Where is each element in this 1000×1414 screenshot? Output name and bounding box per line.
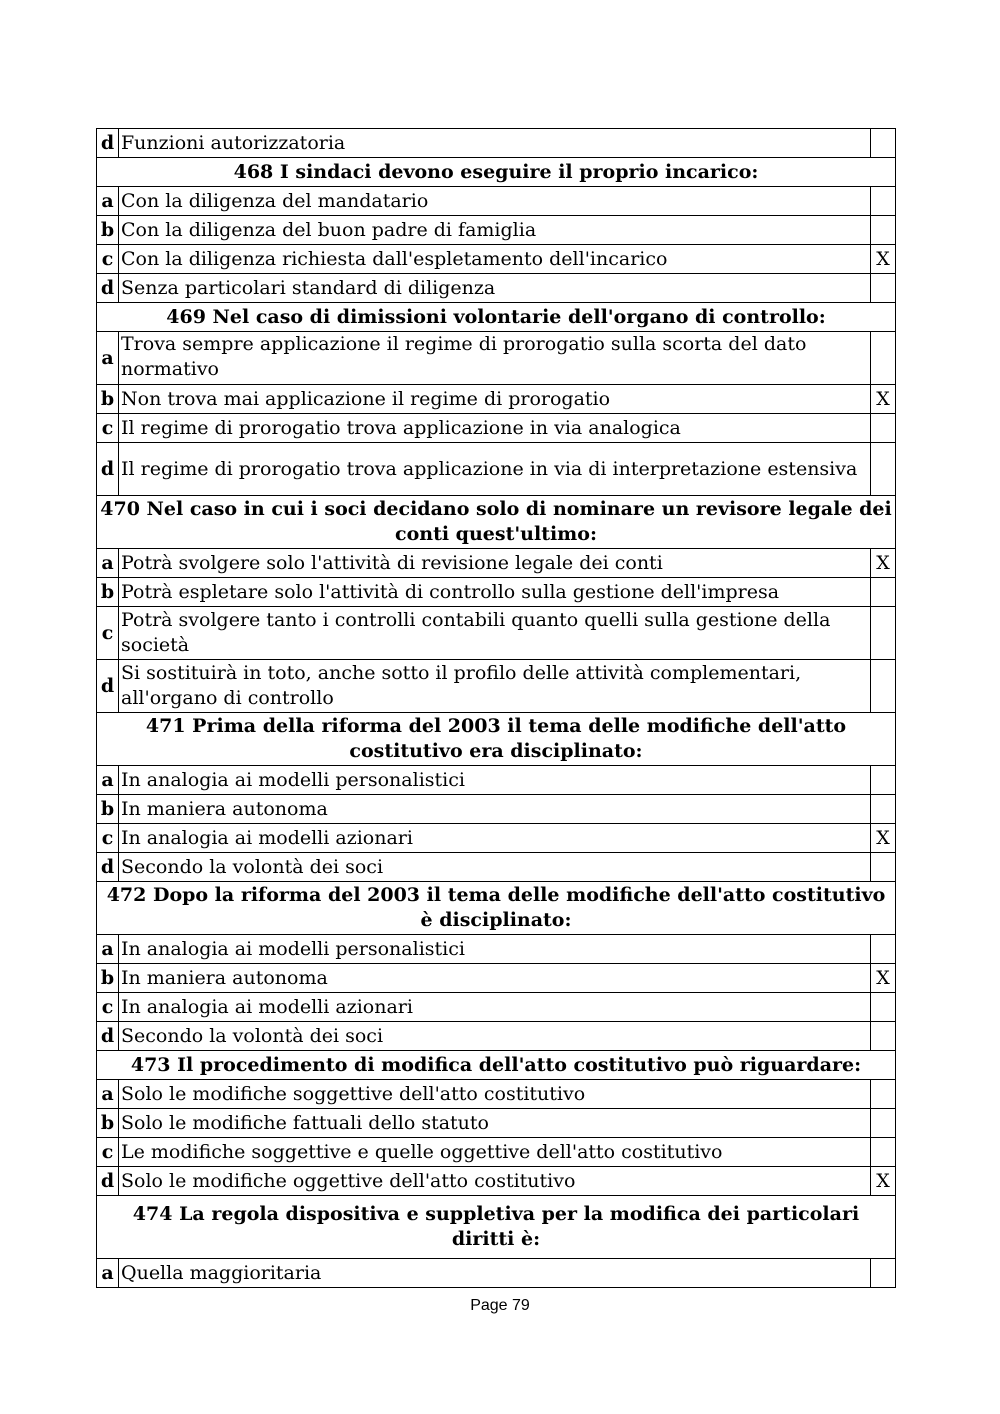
- question-text: 468 I sindaci devono eseguire il proprio incarico:: [97, 158, 896, 187]
- option-letter: b: [97, 964, 119, 993]
- option-letter: d: [97, 443, 119, 496]
- correct-mark: [871, 993, 896, 1022]
- answer-text: Solo le modifiche fattuali dello statuto: [119, 1109, 871, 1138]
- quiz-table: [96, 128, 896, 1288]
- answer-row: [97, 993, 896, 1022]
- option-letter: d: [97, 1167, 119, 1196]
- correct-mark: [871, 274, 896, 303]
- option-letter: b: [97, 795, 119, 824]
- correct-mark: [871, 1022, 896, 1051]
- option-letter: d: [97, 660, 119, 713]
- answer-text: In analogia ai modelli personalistici: [119, 935, 871, 964]
- answer-row: [97, 1080, 896, 1109]
- correct-mark: [871, 129, 896, 158]
- answer-text: Il regime di prorogatio trova applicazione in via analogica: [119, 414, 871, 443]
- answer-text: Potrà svolgere solo l'attività di revisione legale dei conti: [119, 549, 871, 578]
- correct-mark: [871, 853, 896, 882]
- option-letter: c: [97, 1138, 119, 1167]
- question-row: [97, 303, 896, 332]
- correct-mark: X: [871, 549, 896, 578]
- correct-mark: [871, 1080, 896, 1109]
- question-row: [97, 496, 896, 549]
- question-text: 469 Nel caso di dimissioni volontarie dell'organo di controllo:: [97, 303, 896, 332]
- option-letter: c: [97, 607, 119, 660]
- answer-text: Le modifiche soggettive e quelle oggettive dell'atto costitutivo: [119, 1138, 871, 1167]
- answer-text: Con la diligenza del buon padre di famiglia: [119, 216, 871, 245]
- question-text: 472 Dopo la riforma del 2003 il tema delle modifiche dell'atto costitutivo è disciplinato:: [97, 882, 896, 935]
- correct-mark: [871, 935, 896, 964]
- answer-row: [97, 216, 896, 245]
- correct-mark: [871, 795, 896, 824]
- answer-row: [97, 1138, 896, 1167]
- question-row: [97, 1196, 896, 1259]
- answer-row: [97, 187, 896, 216]
- answer-text: Solo le modifiche oggettive dell'atto costitutivo: [119, 1167, 871, 1196]
- answer-text: Secondo la volontà dei soci: [119, 1022, 871, 1051]
- answer-row: [97, 245, 896, 274]
- option-letter: a: [97, 187, 119, 216]
- correct-mark: X: [871, 1167, 896, 1196]
- answer-row: [97, 1259, 896, 1288]
- answer-row: [97, 549, 896, 578]
- option-letter: a: [97, 1080, 119, 1109]
- option-letter: d: [97, 1022, 119, 1051]
- correct-mark: X: [871, 824, 896, 853]
- option-letter: c: [97, 414, 119, 443]
- answer-text: Con la diligenza del mandatario: [119, 187, 871, 216]
- correct-mark: [871, 1138, 896, 1167]
- correct-mark: X: [871, 245, 896, 274]
- question-text: 470 Nel caso in cui i soci decidano solo di nominare un revisore legale dei conti quest'ultimo:: [97, 496, 896, 549]
- option-letter: d: [97, 274, 119, 303]
- question-row: [97, 1051, 896, 1080]
- option-letter: b: [97, 1109, 119, 1138]
- question-text: 471 Prima della riforma del 2003 il tema delle modifiche dell'atto costitutivo era disciplinato:: [97, 713, 896, 766]
- question-row: [97, 713, 896, 766]
- answer-row: [97, 964, 896, 993]
- option-letter: a: [97, 935, 119, 964]
- question-row: [97, 158, 896, 187]
- correct-mark: [871, 607, 896, 660]
- option-letter: a: [97, 549, 119, 578]
- answer-row: [97, 414, 896, 443]
- question-text: 474 La regola dispositiva e suppletiva per la modifica dei particolari diritti è:: [97, 1196, 896, 1259]
- correct-mark: [871, 216, 896, 245]
- answer-row: [97, 853, 896, 882]
- answer-row: [97, 935, 896, 964]
- option-letter: a: [97, 332, 119, 385]
- answer-row: [97, 824, 896, 853]
- answer-text: In analogia ai modelli azionari: [119, 824, 871, 853]
- option-letter: d: [97, 129, 119, 158]
- option-letter: c: [97, 245, 119, 274]
- answer-text: Potrà svolgere tanto i controlli contabili quanto quelli sulla gestione della società: [119, 607, 871, 660]
- answer-text: Quella maggioritaria: [119, 1259, 871, 1288]
- correct-mark: [871, 443, 896, 496]
- option-letter: c: [97, 993, 119, 1022]
- correct-mark: [871, 660, 896, 713]
- answer-text: Secondo la volontà dei soci: [119, 853, 871, 882]
- answer-row: [97, 766, 896, 795]
- answer-text: Solo le modifiche soggettive dell'atto costitutivo: [119, 1080, 871, 1109]
- answer-row: [97, 443, 896, 496]
- answer-row: [97, 1167, 896, 1196]
- option-letter: b: [97, 578, 119, 607]
- correct-mark: X: [871, 385, 896, 414]
- answer-row: [97, 660, 896, 713]
- answer-text: In analogia ai modelli personalistici: [119, 766, 871, 795]
- correct-mark: [871, 1259, 896, 1288]
- answer-text: Si sostituirà in toto, anche sotto il profilo delle attività complementari, all'organo di controllo: [119, 660, 871, 713]
- correct-mark: [871, 187, 896, 216]
- correct-mark: [871, 766, 896, 795]
- answer-row: [97, 385, 896, 414]
- answer-text: Potrà espletare solo l'attività di controllo sulla gestione dell'impresa: [119, 578, 871, 607]
- question-row: [97, 882, 896, 935]
- option-letter: a: [97, 1259, 119, 1288]
- correct-mark: X: [871, 964, 896, 993]
- option-letter: c: [97, 824, 119, 853]
- correct-mark: [871, 414, 896, 443]
- answer-text: In maniera autonoma: [119, 964, 871, 993]
- option-letter: b: [97, 385, 119, 414]
- answer-row: [97, 607, 896, 660]
- answer-text: Senza particolari standard di diligenza: [119, 274, 871, 303]
- answer-text: In analogia ai modelli azionari: [119, 993, 871, 1022]
- answer-text: Trova sempre applicazione il regime di prorogatio sulla scorta del dato normativo: [119, 332, 871, 385]
- page-number: Page 79: [470, 1297, 530, 1314]
- answer-text: Con la diligenza richiesta dall'espletamento dell'incarico: [119, 245, 871, 274]
- correct-mark: [871, 1109, 896, 1138]
- answer-text: Non trova mai applicazione il regime di prorogatio: [119, 385, 871, 414]
- answer-row: [97, 332, 896, 385]
- option-letter: d: [97, 853, 119, 882]
- answer-text: Il regime di prorogatio trova applicazione in via di interpretazione estensiva: [119, 443, 871, 496]
- answer-text: In maniera autonoma: [119, 795, 871, 824]
- correct-mark: [871, 332, 896, 385]
- question-text: 473 Il procedimento di modifica dell'atto costitutivo può riguardare:: [97, 1051, 896, 1080]
- option-letter: b: [97, 216, 119, 245]
- answer-text: Funzioni autorizzatoria: [119, 129, 871, 158]
- correct-mark: [871, 578, 896, 607]
- answer-row: [97, 795, 896, 824]
- answer-row: [97, 1022, 896, 1051]
- option-letter: a: [97, 766, 119, 795]
- answer-row: [97, 1109, 896, 1138]
- answer-row: [97, 274, 896, 303]
- answer-row: [97, 129, 896, 158]
- answer-row: [97, 578, 896, 607]
